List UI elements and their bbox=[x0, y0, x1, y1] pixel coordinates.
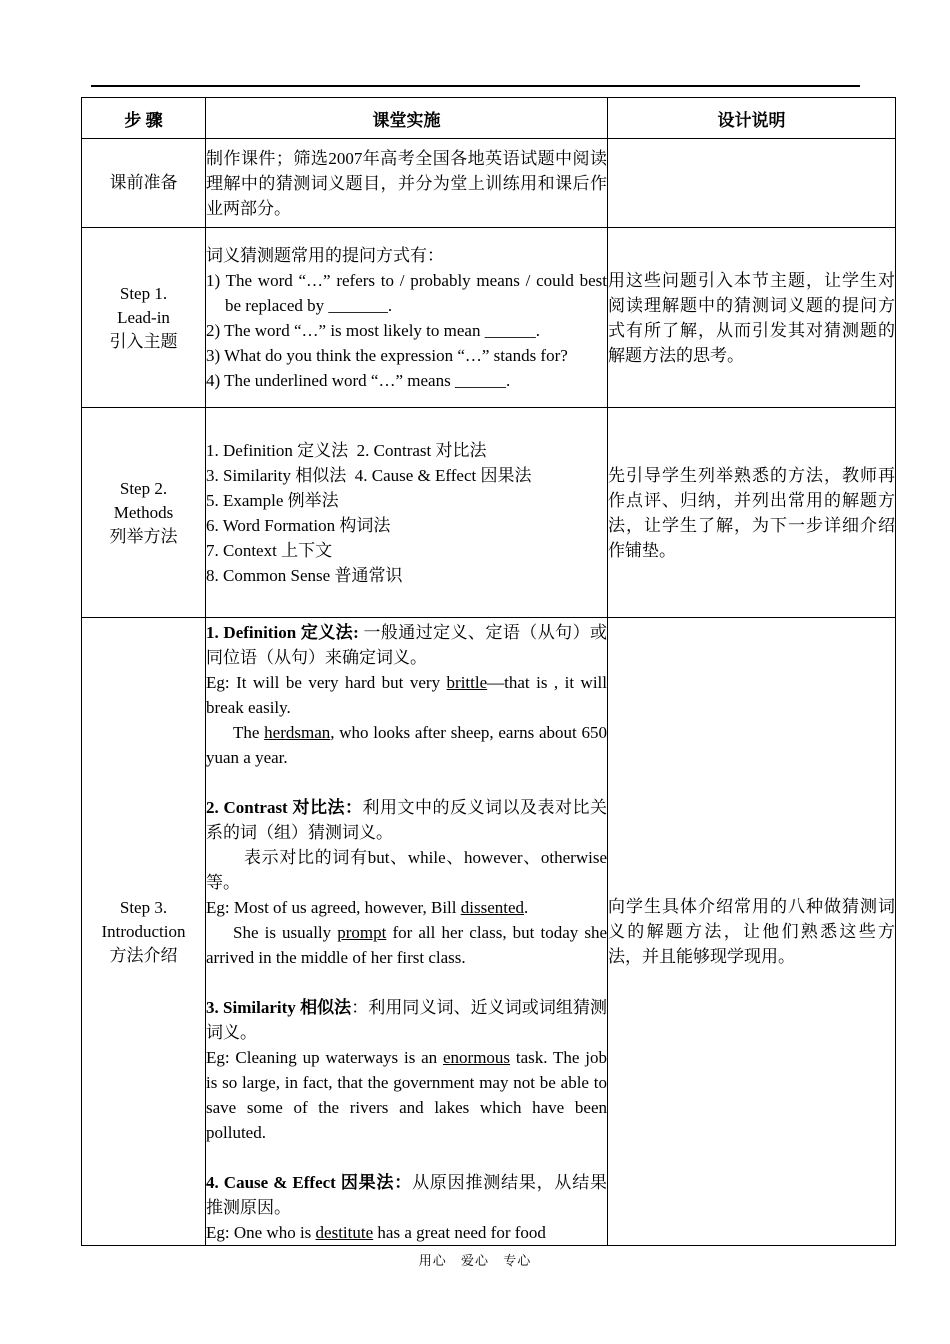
method-item: 1. Definition 定义法 2. Contrast 对比法 bbox=[206, 440, 487, 460]
example-definition-2: The herdsman, who looks after sheep, earns about 650 yuan a year. bbox=[206, 723, 607, 767]
table-row-step2 bbox=[82, 408, 896, 618]
example-contrast-1: Eg: Most of us agreed, however, Bill dissented. bbox=[206, 898, 529, 917]
example-contrast-2: She is usually prompt for all her class, but today she arrived in the middle of her first class. bbox=[206, 923, 608, 967]
step1-intro: 词义猜测题常用的提问方式有： bbox=[206, 245, 444, 265]
method-contrast: 2. Contrast 对比法：利用文中的反义词以及表对比关系的词（组）猜测词义。 bbox=[206, 798, 608, 842]
method-item: 5. Example 例举法 bbox=[206, 490, 339, 510]
table-header-row bbox=[82, 98, 896, 139]
method-item: 8. Common Sense 普通常识 bbox=[206, 565, 403, 585]
step3-body bbox=[206, 618, 608, 1246]
question-form-3: 3) What do you think the expression “…” stands for? bbox=[206, 345, 568, 365]
header-rule bbox=[91, 85, 860, 87]
question-form-2: 2) The word “…” is most likely to mean ______. bbox=[206, 320, 540, 340]
method-cause-effect: 4. Cause & Effect 因果法：从原因推测结果，从结果推测原因。 bbox=[206, 1173, 608, 1217]
step-label-prep: 课前准备 bbox=[82, 139, 206, 228]
contrast-words: 表示对比的词有but、while、however、otherwise等。 bbox=[206, 848, 607, 892]
prep-note bbox=[608, 139, 896, 228]
table-row-prep bbox=[82, 139, 896, 228]
table-row-step3 bbox=[82, 618, 896, 1246]
method-similarity: 3. Similarity 相似法：利用同义词、近义词或词组猜测词义。 bbox=[206, 998, 608, 1042]
col-header-design-notes: 设计说明 bbox=[608, 98, 896, 139]
step2-body bbox=[206, 408, 608, 618]
method-definition: 1. Definition 定义法: 一般通过定义、定语（从句）或同位语（从句）来确定词义。 bbox=[206, 623, 608, 667]
example-similarity: Eg: Cleaning up waterways is an enormous task. The job is so large, in fact, that the government may not be able to save some of the rivers and lakes which have been polluted. bbox=[206, 1048, 607, 1142]
lesson-plan-table bbox=[81, 97, 896, 1246]
method-item: 7. Context 上下文 bbox=[206, 540, 333, 560]
step-label-step1: Step 1. Lead-in 引入主题 bbox=[82, 228, 206, 408]
table-row-step1 bbox=[82, 228, 896, 408]
step-label-step3: Step 3. Introduction 方法介绍 bbox=[82, 618, 206, 1246]
page-footer: 用心 爱心 专心 bbox=[418, 1253, 532, 1268]
example-cause-effect: Eg: One who is destitute has a great need for food bbox=[206, 1223, 546, 1242]
example-definition-1: Eg: It will be very hard but very brittle—that is , it will break easily. bbox=[206, 673, 607, 717]
question-form-1: 1) The word “…” refers to / probably means / could best be replaced by _______. bbox=[206, 270, 607, 315]
question-form-4: 4) The underlined word “…” means ______. bbox=[206, 370, 511, 390]
step3-note: 向学生具体介绍常用的八种做猜测词义的解题方法，让他们熟悉这些方法，并且能够现学现用。 bbox=[608, 618, 896, 1246]
method-item: 3. Similarity 相似法 4. Cause & Effect 因果法 bbox=[206, 465, 532, 485]
col-header-steps: 步 骤 bbox=[82, 98, 206, 139]
step2-note: 先引导学生列举熟悉的方法，教师再作点评、归纳，并列出常用的解题方法，让学生了解，为下一步详细介绍作铺垫。 bbox=[608, 408, 896, 618]
step-label-step2: Step 2. Methods 列举方法 bbox=[82, 408, 206, 618]
prep-body: 制作课件；筛选2007年高考全国各地英语试题中阅读理解中的猜测词义题目，并分为堂上训练用和课后作业两部分。 bbox=[206, 139, 608, 228]
step1-body bbox=[206, 228, 608, 408]
col-header-implementation: 课堂实施 bbox=[206, 98, 608, 139]
step1-note: 用这些问题引入本节主题，让学生对阅读理解题中的猜测词义题的提问方式有所了解，从而引发其对猜测题的解题方法的思考。 bbox=[608, 228, 896, 408]
method-item: 6. Word Formation 构词法 bbox=[206, 515, 391, 535]
